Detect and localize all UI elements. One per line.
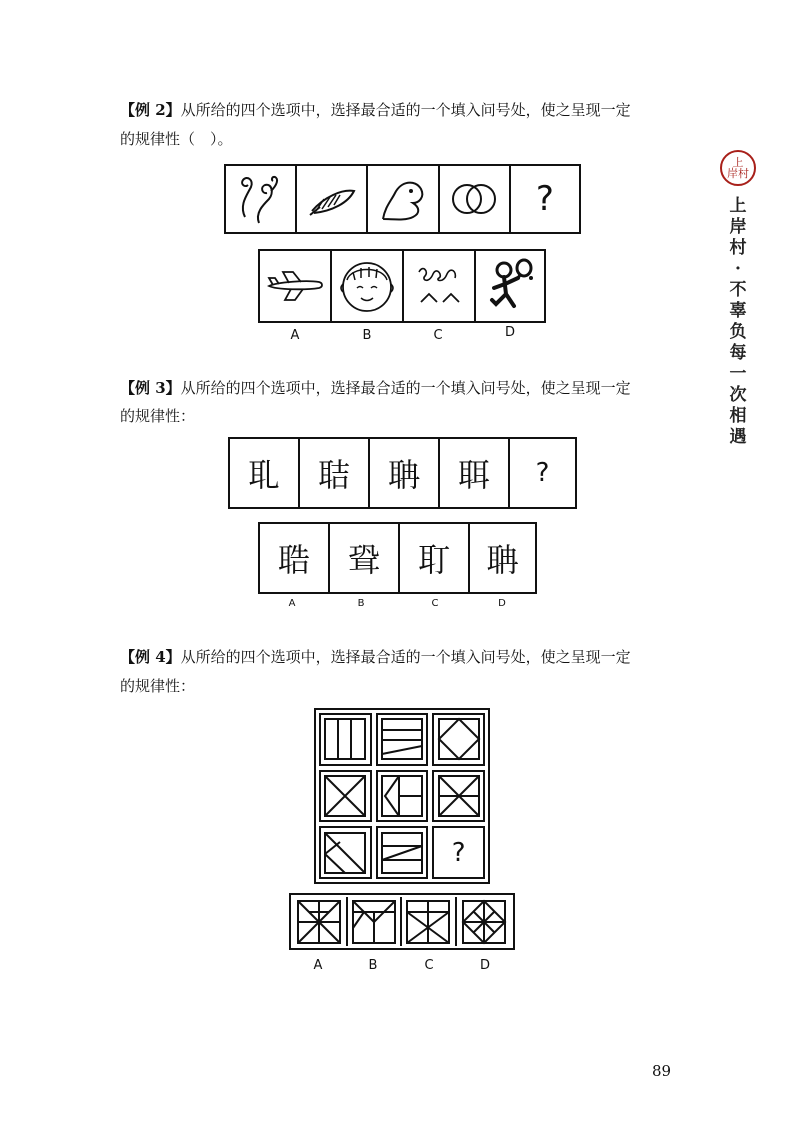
grid-cell-6 <box>432 770 485 823</box>
ex3-option-c-label: C <box>431 598 439 609</box>
option-a-pattern[interactable] <box>293 897 348 946</box>
grid-cell-5 <box>376 770 429 823</box>
option-d-char-text: 聃 <box>486 541 519 579</box>
ex3-option-a-label: A <box>288 598 296 609</box>
example-2-text-1: 从所给的四个选项中，选择最合适的一个填入问号处，使之呈现一定 <box>180 101 631 119</box>
sidebar-brand <box>716 150 760 448</box>
stem-char-1-text: 耴 <box>247 456 280 494</box>
option-b-char-text: 聓 <box>347 541 380 579</box>
option-c-label: C <box>433 328 443 343</box>
example-3-line-2: 的规律性： <box>120 407 196 425</box>
stem-question-cell <box>511 166 579 232</box>
question-mark: ? <box>535 179 554 219</box>
stem-bird-head-figure <box>368 166 439 232</box>
option-d-label: D <box>504 325 515 340</box>
option-a-char[interactable] <box>260 524 330 592</box>
option-d-pattern[interactable] <box>457 897 511 946</box>
example-3-text-1: 从所给的四个选项中，选择最合适的一个填入问号处，使之呈现一定 <box>180 379 631 397</box>
brand-vertical-char: 一 <box>729 364 747 384</box>
example-3-options-row <box>258 522 537 594</box>
example-4-line-2: 的规律性： <box>120 677 196 695</box>
brand-vertical-text <box>716 196 760 448</box>
grid-question-cell <box>432 826 485 879</box>
option-c-char[interactable] <box>400 524 470 592</box>
option-d-tennis-player-figure[interactable] <box>476 251 544 321</box>
example-4-stem-grid <box>314 708 490 884</box>
brand-vertical-char: 村 <box>729 238 747 258</box>
question-mark-3: ? <box>535 458 550 488</box>
grid-cell-3 <box>432 713 485 766</box>
stem-overlapping-circles-figure <box>440 166 511 232</box>
stem-char-2-text: 聐 <box>317 456 350 494</box>
brand-vertical-char: 不 <box>729 280 747 300</box>
grid-cell-7 <box>319 826 372 879</box>
grid-cell-8 <box>376 826 429 879</box>
example-2-line-2: 的规律性（ ）。 <box>120 130 233 148</box>
brand-vertical-char: 负 <box>729 322 747 342</box>
stem-question-cell-3 <box>510 439 575 507</box>
brand-vertical-char: · <box>735 259 741 279</box>
page-number: 89 <box>652 1062 672 1080</box>
brand-vertical-char: 相 <box>729 406 747 426</box>
stem-char-4 <box>440 439 510 507</box>
example-2-head: 【例 2】 <box>120 101 181 119</box>
example-4-options-row <box>289 893 515 950</box>
grid-cell-2 <box>376 713 429 766</box>
option-a-airplane-figure[interactable] <box>260 251 332 321</box>
example-4-text-1: 从所给的四个选项中，选择最合适的一个填入问号处，使之呈现一定 <box>180 648 631 666</box>
option-a-char-text: 聕 <box>277 541 310 579</box>
option-b-label: B <box>362 328 372 343</box>
ex3-option-d-label: D <box>498 598 506 609</box>
stem-char-4-text: 聑 <box>457 456 490 494</box>
example-4-head: 【例 4】 <box>120 648 181 666</box>
option-b-pattern[interactable] <box>348 897 403 946</box>
example-4-line-1 <box>120 647 631 667</box>
brand-seal-text: 上 岸村 <box>727 156 749 180</box>
ex4-option-a-label: A <box>313 958 323 973</box>
stem-char-2 <box>300 439 370 507</box>
ex4-option-c-label: C <box>424 958 434 973</box>
stem-char-1 <box>230 439 300 507</box>
brand-vertical-char: 上 <box>729 196 747 216</box>
brand-vertical-char: 辜 <box>729 301 747 321</box>
ex4-option-b-label: B <box>368 958 378 973</box>
stem-swirl-figure <box>226 166 297 232</box>
example-2-stem-row <box>224 164 581 234</box>
option-c-char-text: 耵 <box>417 541 450 579</box>
question-mark-4: ? <box>451 837 466 868</box>
ex3-option-b-label: B <box>357 598 365 609</box>
brand-vertical-char: 每 <box>729 343 747 363</box>
option-c-pattern[interactable] <box>402 897 457 946</box>
stem-char-3 <box>370 439 440 507</box>
grid-cell-1 <box>319 713 372 766</box>
option-b-face-figure[interactable] <box>332 251 404 321</box>
ex4-option-d-label: D <box>479 958 490 973</box>
example-3-stem-row <box>228 437 577 509</box>
example-3-head: 【例 3】 <box>120 379 181 397</box>
option-b-char[interactable] <box>330 524 400 592</box>
option-d-char[interactable] <box>470 524 535 592</box>
example-3-line-1 <box>120 378 631 398</box>
option-a-label: A <box>290 328 300 343</box>
option-c-squiggle-figure[interactable] <box>404 251 476 321</box>
brand-vertical-char: 遇 <box>729 427 747 447</box>
example-2-line-1 <box>120 100 631 120</box>
brand-seal <box>720 150 756 186</box>
example-2-options-row <box>258 249 546 323</box>
brand-vertical-char: 岸 <box>729 217 747 237</box>
brand-vertical-char: 次 <box>729 385 747 405</box>
stem-feather-figure <box>297 166 368 232</box>
grid-cell-4 <box>319 770 372 823</box>
stem-char-3-text: 聃 <box>387 456 420 494</box>
